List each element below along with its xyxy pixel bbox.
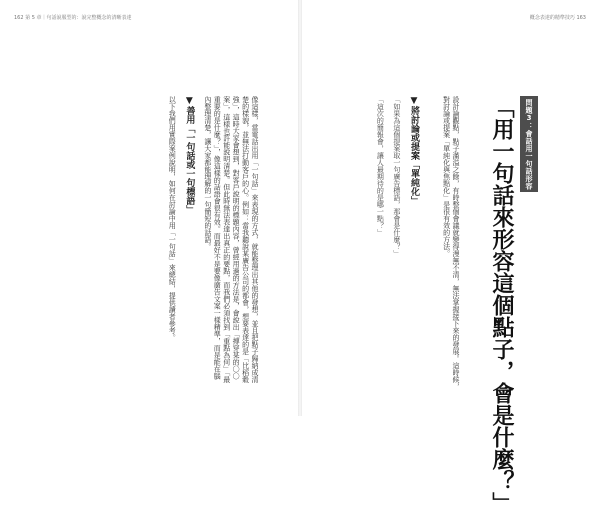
quote-line-2: 「這次的簡報會，讓人最期待的是哪一點？」 bbox=[376, 96, 385, 236]
running-header-right: 概念表達的精準技巧 163 bbox=[529, 15, 586, 21]
chapter-question-title: 「用一句話來形容這個點子，會是什麼？」 bbox=[489, 96, 514, 514]
body-paragraph-left: 像這樣，當電話出用「一句話」來表現的方式，就能整理出其他的發想，並且把點子歸納成清楚的樣貌，並無法打動客戶的心。例如：當我聽說某廣告公司的都會，想要表達的是「比稻穀強」，這時大家會想到，對客戶說明的標題內容，曾經用過的方法是，會說出「搏穿某的〇〇案」，這樣也許能說明清楚。但此時無法表達出真正的要點，而我們必須找到「重點為何」「最重要的是什麼？」，像這樣的話語會很有效。而最好不是要像廣告文案一樣精準，而是能在腦內整理清楚，讓大家都能理解的一句簡短的話語。 bbox=[203, 96, 259, 383]
body-paragraph-right: 設計論觀點，點子滿溢之餘，有時整個會議就變得漫無不清，無法掌握接下來的發展。這時候，對討論或提案「單純化與焦點化」是很有效的方法。 bbox=[442, 96, 460, 390]
section-block-simplify bbox=[360, 96, 420, 396]
quote-line-1: 「如果為這個提案取一句廣告標語，那會是什麼？」 bbox=[392, 96, 401, 257]
section-heading-one-sentence: ▼善用「一句話或一句標語」 bbox=[184, 96, 195, 214]
left-page-text bbox=[30, 96, 266, 386]
section-heading-simplify: ▼將討論或提案「單純化」 bbox=[409, 96, 419, 205]
running-header-left: 162 第 5 章｜句話說服型的：說完整概念的清晰表達 bbox=[14, 15, 132, 21]
closing-paragraph: 以下我們用實際案例說明，如何在討論中用「一句話」來總結，提供讀者參考。 bbox=[168, 96, 177, 341]
question-tag: 問題3：會話用一句話形容 bbox=[520, 96, 538, 192]
page-gutter bbox=[298, 0, 302, 416]
